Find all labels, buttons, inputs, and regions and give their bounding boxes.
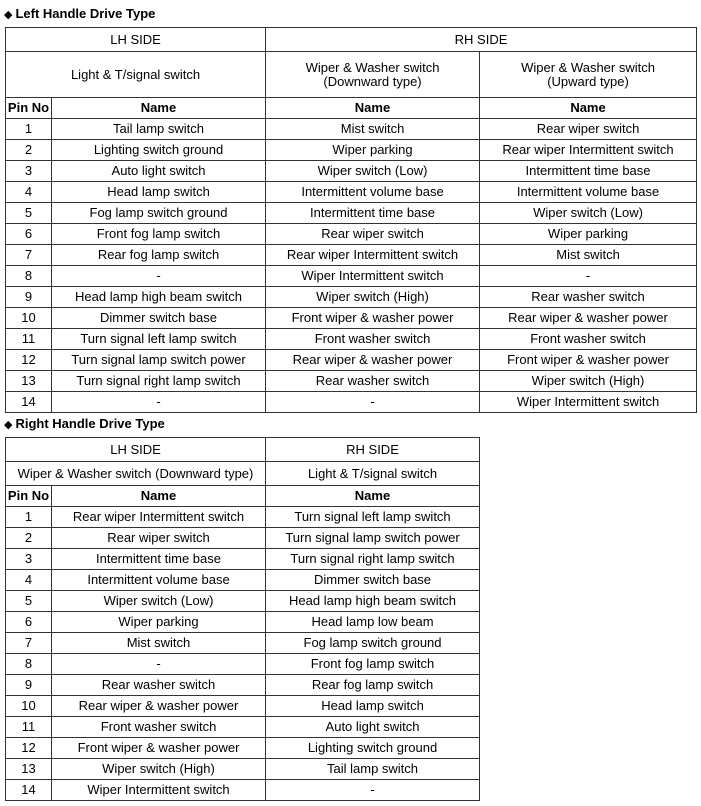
lh-name-cell: Rear wiper Intermittent switch <box>52 507 266 528</box>
column-header-row <box>6 98 697 119</box>
section-heading-text: Left Handle Drive Type <box>15 6 156 21</box>
pin-number-cell: 5 <box>6 591 52 612</box>
table-row <box>6 507 480 528</box>
lh-name-cell: Intermittent time base <box>52 549 266 570</box>
rh-downward-name-cell: Intermittent volume base <box>266 182 480 203</box>
rh-upward-name-cell: Rear wiper switch <box>480 119 697 140</box>
table-row <box>6 612 480 633</box>
lh-name-cell: Auto light switch <box>52 161 266 182</box>
diamond-bullet-icon: ◆ <box>4 9 13 21</box>
table-row <box>6 591 480 612</box>
rh-name-cell: Turn signal lamp switch power <box>266 528 480 549</box>
pin-no-header: Pin No <box>6 486 52 507</box>
pin-number-cell: 9 <box>6 287 52 308</box>
table-row <box>6 549 480 570</box>
rh-upward-name-cell: Wiper Intermittent switch <box>480 392 697 413</box>
table-row <box>6 224 697 245</box>
pin-number-cell: 3 <box>6 161 52 182</box>
lh-switch-type-cell: Wiper & Washer switch (Downward type) <box>6 462 266 486</box>
pin-number-cell: 14 <box>6 392 52 413</box>
rh-side-cell: RH SIDE <box>266 438 480 462</box>
rh-downward-name-cell: Rear washer switch <box>266 371 480 392</box>
table-row <box>6 161 697 182</box>
pin-number-cell: 1 <box>6 507 52 528</box>
table-row <box>6 119 697 140</box>
pin-number-cell: 13 <box>6 759 52 780</box>
lh-name-cell: Fog lamp switch ground <box>52 203 266 224</box>
pin-number-cell: 2 <box>6 528 52 549</box>
lh-name-cell: Lighting switch ground <box>52 140 266 161</box>
rh-downward-name-cell: Front washer switch <box>266 329 480 350</box>
lh-name-cell: Turn signal left lamp switch <box>52 329 266 350</box>
rh-downward-line2: (Downward type) <box>323 73 422 89</box>
lh-name-cell: Head lamp switch <box>52 182 266 203</box>
pin-number-cell: 1 <box>6 119 52 140</box>
lh-name-cell: Rear washer switch <box>52 675 266 696</box>
table-row <box>6 245 697 266</box>
pin-number-cell: 13 <box>6 371 52 392</box>
pin-number-cell: 7 <box>6 245 52 266</box>
pin-number-cell: 8 <box>6 266 52 287</box>
left-handle-pin-table <box>5 27 697 413</box>
section-heading-right-handle <box>4 416 165 433</box>
rh-upward-name-cell: Wiper parking <box>480 224 697 245</box>
lh-name-cell: Front washer switch <box>52 717 266 738</box>
right-handle-pin-table <box>5 437 480 801</box>
table-row <box>6 717 480 738</box>
rh-downward-name-cell: Wiper parking <box>266 140 480 161</box>
name-header: Name <box>52 98 266 119</box>
rh-downward-name-cell: Wiper Intermittent switch <box>266 266 480 287</box>
table-row <box>6 570 480 591</box>
lh-name-cell: Wiper Intermittent switch <box>52 780 266 801</box>
rh-upward-name-cell: Rear wiper Intermittent switch <box>480 140 697 161</box>
rh-upward-name-cell: Intermittent time base <box>480 161 697 182</box>
lh-name-cell: Front fog lamp switch <box>52 224 266 245</box>
rh-downward-name-cell: Intermittent time base <box>266 203 480 224</box>
rh-upward-name-cell: Front washer switch <box>480 329 697 350</box>
lh-switch-type-cell: Light & T/signal switch <box>6 52 266 98</box>
rh-name-cell: Fog lamp switch ground <box>266 633 480 654</box>
table-row <box>6 528 480 549</box>
table-row <box>6 780 480 801</box>
table-row <box>6 266 697 287</box>
side-row <box>6 28 697 52</box>
lh-name-cell: Tail lamp switch <box>52 119 266 140</box>
rh-downward-line1: Wiper & Washer switch <box>305 59 440 75</box>
lh-name-cell: Intermittent volume base <box>52 570 266 591</box>
pin-number-cell: 6 <box>6 612 52 633</box>
rh-downward-name-cell: Front wiper & washer power <box>266 308 480 329</box>
rh-name-cell: - <box>266 780 480 801</box>
rh-downward-name-cell: Wiper switch (High) <box>266 287 480 308</box>
rh-name-cell: Turn signal left lamp switch <box>266 507 480 528</box>
rh-name-cell: Auto light switch <box>266 717 480 738</box>
lh-name-cell: Wiper switch (Low) <box>52 591 266 612</box>
lh-name-cell: Turn signal right lamp switch <box>52 371 266 392</box>
lh-name-cell: Head lamp high beam switch <box>52 287 266 308</box>
table-row <box>6 392 697 413</box>
side-row <box>6 438 480 462</box>
table-row <box>6 350 697 371</box>
lh-name-cell: Rear wiper switch <box>52 528 266 549</box>
lh-name-cell: Wiper parking <box>52 612 266 633</box>
lh-name-cell: Rear fog lamp switch <box>52 245 266 266</box>
rh-upward-name-cell: Intermittent volume base <box>480 182 697 203</box>
rh-side-cell: RH SIDE <box>266 28 697 52</box>
pin-number-cell: 14 <box>6 780 52 801</box>
rh-name-cell: Turn signal right lamp switch <box>266 549 480 570</box>
lh-side-cell: LH SIDE <box>6 28 266 52</box>
table-row <box>6 696 480 717</box>
pin-number-cell: 11 <box>6 717 52 738</box>
rh-upward-name-cell: - <box>480 266 697 287</box>
rh-upward-name-cell: Wiper switch (High) <box>480 371 697 392</box>
rh-name-cell: Head lamp switch <box>266 696 480 717</box>
pin-number-cell: 5 <box>6 203 52 224</box>
rh-upward-name-cell: Rear wiper & washer power <box>480 308 697 329</box>
table-row <box>6 287 697 308</box>
pin-number-cell: 2 <box>6 140 52 161</box>
table-row <box>6 654 480 675</box>
switch-type-row <box>6 52 697 98</box>
lh-side-cell: LH SIDE <box>6 438 266 462</box>
rh-name-cell: Rear fog lamp switch <box>266 675 480 696</box>
rh-downward-name-cell: - <box>266 392 480 413</box>
pin-number-cell: 8 <box>6 654 52 675</box>
rh-downward-name-cell: Rear wiper Intermittent switch <box>266 245 480 266</box>
rh-downward-switch-type-cell <box>266 52 480 98</box>
name-header: Name <box>52 486 266 507</box>
pin-number-cell: 12 <box>6 350 52 371</box>
lh-name-cell: Rear wiper & washer power <box>52 696 266 717</box>
pin-number-cell: 12 <box>6 738 52 759</box>
lh-name-cell: Wiper switch (High) <box>52 759 266 780</box>
name-header: Name <box>266 98 480 119</box>
pin-number-cell: 11 <box>6 329 52 350</box>
table-row <box>6 329 697 350</box>
section-heading-left-handle <box>4 6 155 23</box>
rh-upward-switch-type-cell <box>480 52 697 98</box>
rh-name-cell: Front fog lamp switch <box>266 654 480 675</box>
rh-upward-name-cell: Wiper switch (Low) <box>480 203 697 224</box>
rh-upward-name-cell: Rear washer switch <box>480 287 697 308</box>
lh-name-cell: Dimmer switch base <box>52 308 266 329</box>
pin-no-header: Pin No <box>6 98 52 119</box>
column-header-row <box>6 486 480 507</box>
lh-name-cell: Turn signal lamp switch power <box>52 350 266 371</box>
lh-name-cell: - <box>52 392 266 413</box>
table-row <box>6 140 697 161</box>
rh-downward-name-cell: Mist switch <box>266 119 480 140</box>
rh-name-cell: Head lamp low beam <box>266 612 480 633</box>
name-header: Name <box>266 486 480 507</box>
rh-upward-name-cell: Mist switch <box>480 245 697 266</box>
rh-downward-name-cell: Rear wiper switch <box>266 224 480 245</box>
table-row <box>6 308 697 329</box>
lh-name-cell: Front wiper & washer power <box>52 738 266 759</box>
table-row <box>6 738 480 759</box>
name-header: Name <box>480 98 697 119</box>
pin-number-cell: 9 <box>6 675 52 696</box>
table-row <box>6 633 480 654</box>
table-row <box>6 759 480 780</box>
pin-number-cell: 4 <box>6 182 52 203</box>
switch-type-row <box>6 462 480 486</box>
pin-number-cell: 6 <box>6 224 52 245</box>
diamond-bullet-icon: ◆ <box>4 419 13 431</box>
pin-number-cell: 7 <box>6 633 52 654</box>
pin-number-cell: 4 <box>6 570 52 591</box>
rh-upward-line1: Wiper & Washer switch <box>521 59 655 75</box>
rh-switch-type-cell: Light & T/signal switch <box>266 462 480 486</box>
lh-name-cell: Mist switch <box>52 633 266 654</box>
lh-name-cell: - <box>52 266 266 287</box>
lh-name-cell: - <box>52 654 266 675</box>
rh-upward-line2: (Upward type) <box>547 73 629 89</box>
section-heading-text: Right Handle Drive Type <box>15 416 165 431</box>
pin-number-cell: 10 <box>6 308 52 329</box>
rh-name-cell: Tail lamp switch <box>266 759 480 780</box>
rh-name-cell: Lighting switch ground <box>266 738 480 759</box>
table-row <box>6 371 697 392</box>
table-row <box>6 675 480 696</box>
pin-number-cell: 3 <box>6 549 52 570</box>
table-row <box>6 182 697 203</box>
rh-downward-name-cell: Rear wiper & washer power <box>266 350 480 371</box>
rh-name-cell: Head lamp high beam switch <box>266 591 480 612</box>
rh-name-cell: Dimmer switch base <box>266 570 480 591</box>
table-row <box>6 203 697 224</box>
rh-upward-name-cell: Front wiper & washer power <box>480 350 697 371</box>
rh-downward-name-cell: Wiper switch (Low) <box>266 161 480 182</box>
pin-number-cell: 10 <box>6 696 52 717</box>
